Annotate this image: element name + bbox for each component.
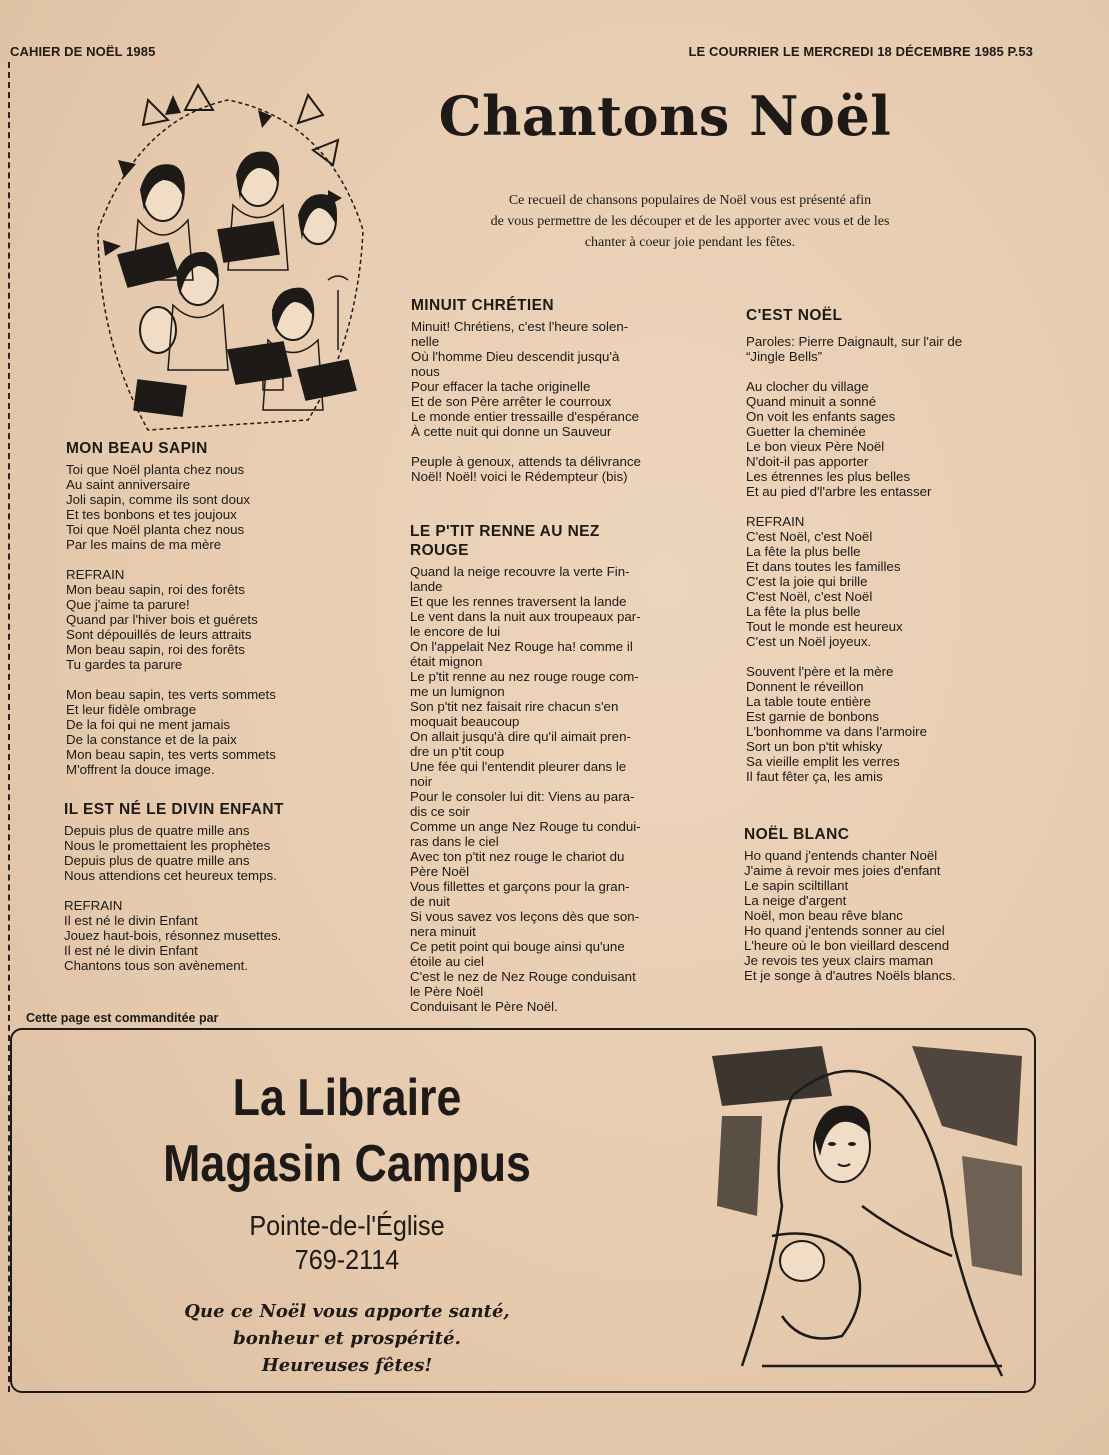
lyric-line: dis ce soir xyxy=(410,804,470,819)
lyric-line: La fête la plus belle xyxy=(746,544,861,559)
lyric-line: C'est Noël, c'est Noël xyxy=(746,589,873,604)
lyric-line: De la foi qui ne ment jamais xyxy=(66,717,231,732)
lyric-line: N'doit-il pas apporter xyxy=(746,454,869,469)
lyric-line: Guetter la cheminée xyxy=(746,424,866,439)
lyric-line: Le p'tit renne au nez rouge rouge com- xyxy=(410,669,639,684)
lyric-line: Si vous savez vos leçons dès que son- xyxy=(410,909,640,924)
lyric-line: C'est un Noël joyeux. xyxy=(746,634,872,649)
lyric-line: ras dans le ciel xyxy=(410,834,499,849)
lyric-line: Au saint anniversaire xyxy=(66,477,191,492)
lyric-line: noir xyxy=(410,774,433,789)
lyric-line: Il est né le divin Enfant xyxy=(64,943,198,958)
lyric-line: Ho quand j'entends chanter Noël xyxy=(744,848,938,863)
lyric-line: moquait beaucoup xyxy=(410,714,520,729)
lyric-line: Sort un bon p'tit whisky xyxy=(746,739,883,754)
lyric-line: Avec ton p'tit nez rouge le chariot du xyxy=(410,849,625,864)
lyric-line: Quand la neige recouvre la verte Fin- xyxy=(410,564,630,579)
lyric-line: nelle xyxy=(411,334,440,349)
song-lyrics xyxy=(746,334,962,784)
lyric-line: Noël! Noël! voici le Rédempteur (bis) xyxy=(411,469,628,484)
madonna-child-illustration xyxy=(702,1036,1032,1386)
lyric-line: Tu gardes ta parure xyxy=(66,657,183,672)
lyric-line: Et au pied d'l'arbre les entasser xyxy=(746,484,932,499)
song-divin-enfant xyxy=(64,800,284,973)
lyric-line: Noël, mon beau rêve blanc xyxy=(744,908,903,923)
song-lyrics xyxy=(64,823,284,973)
lyric-line: Le bon vieux Père Noël xyxy=(746,439,885,454)
lyric-line: Nous le promettaient les prophètes xyxy=(64,838,271,853)
song-title: NOËL BLANC xyxy=(744,826,850,843)
lyric-line: Joli sapin, comme ils sont doux xyxy=(66,492,251,507)
lyric-line: lande xyxy=(410,579,443,594)
lyric-line: Et je songe à d'autres Noëls blancs. xyxy=(744,968,956,983)
lyric-line: Depuis plus de quatre mille ans xyxy=(64,823,250,838)
lyric-line: À cette nuit qui donne un Sauveur xyxy=(411,424,612,439)
stanza-gap xyxy=(746,649,962,664)
lyric-line: Que j'aime ta parure! xyxy=(66,597,190,612)
lyric-line: me un lumignon xyxy=(410,684,505,699)
lyric-line: REFRAIN xyxy=(746,514,805,529)
lyric-line: “Jingle Bells” xyxy=(746,349,823,364)
lyric-line: dre un p'tit coup xyxy=(410,744,505,759)
lyric-line: Vous fillettes et garçons pour la gran- xyxy=(410,879,630,894)
lyric-line: Tout le monde est heureux xyxy=(746,619,903,634)
store-name-line: La Libraire xyxy=(232,1069,462,1127)
lyric-line: Conduisant le Père Noël. xyxy=(410,999,558,1014)
lyric-line: Pour effacer la tache originelle xyxy=(411,379,591,394)
lyric-line: C'est le nez de Nez Rouge conduisant xyxy=(410,969,636,984)
song-lyrics xyxy=(66,462,276,777)
song-title xyxy=(410,522,641,560)
stanza-gap xyxy=(746,364,962,379)
lyric-line: Le monde entier tressaille d'espérance xyxy=(411,409,639,424)
lyric-line: Mon beau sapin, tes verts sommets xyxy=(66,747,276,762)
lyric-line: était mignon xyxy=(410,654,483,669)
choir-illustration xyxy=(78,80,378,442)
lyric-line: Ho quand j'entends sonner au ciel xyxy=(744,923,945,938)
lyric-line: Toi que Noël planta chez nous xyxy=(66,522,245,537)
lyric-line: Est garnie de bonbons xyxy=(746,709,880,724)
song-lyrics xyxy=(744,848,956,983)
lyric-line: Il est né le divin Enfant xyxy=(64,913,198,928)
lyric-line: de nuit xyxy=(410,894,450,909)
paper-header: LE COURRIER LE MERCREDI 18 DÉCEMBRE 1985 P.53 xyxy=(688,44,1033,59)
lyric-line: Mon beau sapin, tes verts sommets xyxy=(66,687,276,702)
lyric-line: On voit les enfants sages xyxy=(746,409,896,424)
lyric-line: On allait jusqu'à dire qu'il aimait pren- xyxy=(410,729,631,744)
lyric-line: Nous attendions cet heureux temps. xyxy=(64,868,277,883)
lyric-line: Les étrennes les plus belles xyxy=(746,469,911,484)
lyric-line: Il faut fêter ça, les amis xyxy=(746,769,883,784)
lyric-line: le encore de lui xyxy=(410,624,501,639)
store-location: Pointe-de-l'Église xyxy=(249,1210,445,1241)
lyric-line: Peuple à genoux, attends ta délivrance xyxy=(411,454,641,469)
lyric-line: Quand minuit a sonné xyxy=(746,394,877,409)
lyric-line: Et dans toutes les familles xyxy=(746,559,901,574)
stanza-gap xyxy=(66,672,276,687)
song-mon-beau-sapin xyxy=(66,439,276,777)
lyric-line: Le sapin sciltillant xyxy=(744,878,849,893)
stanza-gap xyxy=(64,883,284,898)
lyric-line: C'est Noël, c'est Noël xyxy=(746,529,873,544)
lyric-line: Son p'tit nez faisait rire chacun s'en xyxy=(410,699,619,714)
lyric-line: REFRAIN xyxy=(64,898,123,913)
lyric-line: Et de son Père arrêter le courroux xyxy=(411,394,612,409)
intro-line: chanter à coeur joie pendant les fêtes. xyxy=(584,235,796,250)
lyric-line: On l'appelait Nez Rouge ha! comme il xyxy=(410,639,633,654)
lyric-line: C'est la joie qui brille xyxy=(746,574,868,589)
lyric-line: Quand par l'hiver bois et guérets xyxy=(66,612,258,627)
lyric-line: nera minuit xyxy=(410,924,476,939)
lyric-line: Au clocher du village xyxy=(746,379,869,394)
song-title-line: ROUGE xyxy=(410,542,469,559)
lyric-line: Toi que Noël planta chez nous xyxy=(66,462,245,477)
song-title: C'EST NOËL xyxy=(746,307,843,324)
lyric-line: Pour le consoler lui dit: Viens au para- xyxy=(410,789,635,804)
lyric-line: Mon beau sapin, roi des forêts xyxy=(66,582,245,597)
song-title: MINUIT CHRÉTIEN xyxy=(411,297,554,314)
song-ptit-renne xyxy=(410,522,641,1014)
store-phone: 769-2114 xyxy=(294,1244,400,1275)
lyric-line: Sa vieille emplit les verres xyxy=(746,754,900,769)
lyric-line: Sont dépouillés de leurs attraits xyxy=(66,627,252,642)
lyric-line: Ce petit point qui bouge ainsi qu'une xyxy=(410,939,625,954)
greeting-line: Heureuses fêtes! xyxy=(261,1355,433,1376)
lyric-line: Chantons tous son avènement. xyxy=(64,958,249,973)
lyric-line: Et tes bonbons et tes joujoux xyxy=(66,507,237,522)
greeting-line: Que ce Noël vous apporte santé, xyxy=(184,1301,510,1322)
lyric-line: M'offrent la douce image. xyxy=(66,762,215,777)
lyric-line: Une fée qui l'entendit pleurer dans le xyxy=(410,759,627,774)
intro-line: de vous permettre de les découper et de les apporter avec vous et de les xyxy=(490,214,890,229)
store-name-line: Magasin Campus xyxy=(163,1135,531,1193)
song-minuit-chretien xyxy=(411,296,641,484)
song-title: MON BEAU SAPIN xyxy=(66,440,208,457)
lyric-line: Le vent dans la nuit aux troupeaux par- xyxy=(410,609,641,624)
lyric-line: La fête la plus belle xyxy=(746,604,861,619)
lyric-line: Mon beau sapin, roi des forêts xyxy=(66,642,245,657)
sponsor-ad xyxy=(10,1028,1036,1393)
song-lyrics xyxy=(411,319,641,484)
stanza-gap xyxy=(746,499,962,514)
song-title-line: LE P'TIT RENNE AU NEZ xyxy=(410,523,600,540)
greeting-line: bonheur et prospérité. xyxy=(233,1328,461,1349)
lyric-line: La neige d'argent xyxy=(744,893,847,908)
lyric-line: Jouez haut-bois, résonnez musettes. xyxy=(64,928,282,943)
lyric-line: étoile au ciel xyxy=(410,954,484,969)
lyric-line: REFRAIN xyxy=(66,567,125,582)
lyric-line: L'heure où le bon vieillard descend xyxy=(744,938,950,953)
lyric-line: Depuis plus de quatre mille ans xyxy=(64,853,250,868)
lyric-line: De la constance et de la paix xyxy=(66,732,237,747)
lyric-line: Minuit! Chrétiens, c'est l'heure solen- xyxy=(411,319,629,334)
lyric-line: J'aime à revoir mes joies d'enfant xyxy=(744,863,941,878)
song-lyrics xyxy=(410,564,641,1014)
lyric-line: Où l'homme Dieu descendit jusqu'à xyxy=(411,349,620,364)
lyric-line: Je revois tes yeux clairs maman xyxy=(744,953,934,968)
lyric-line: La table toute entière xyxy=(746,694,871,709)
lyric-line: Souvent l'père et la mère xyxy=(746,664,894,679)
song-noel-blanc xyxy=(744,825,956,983)
lyric-line: Et que les rennes traversent la lande xyxy=(410,594,627,609)
section-header: CAHIER DE NOËL 1985 xyxy=(10,44,156,59)
lyric-line: L'bonhomme va dans l'armoire xyxy=(746,724,927,739)
lyric-line: nous xyxy=(411,364,440,379)
intro-text xyxy=(440,190,940,253)
song-cest-noel xyxy=(746,306,962,784)
lyric-line: Donnent le réveillon xyxy=(746,679,864,694)
stanza-gap xyxy=(66,552,276,567)
intro-line: Ce recueil de chansons populaires de Noël vous est présenté afin xyxy=(508,193,872,208)
sponsor-label: Cette page est commanditée par xyxy=(26,1011,219,1025)
lyric-line: Père Noël xyxy=(410,864,470,879)
stanza-gap xyxy=(411,439,641,454)
page-title: Chantons Noël xyxy=(438,84,892,148)
song-title: IL EST NÉ LE DIVIN ENFANT xyxy=(64,801,284,818)
lyric-line: le Père Noël xyxy=(410,984,484,999)
lyric-line: Et leur fidèle ombrage xyxy=(66,702,197,717)
lyric-line: Par les mains de ma mère xyxy=(66,537,222,552)
lyric-line: Comme un ange Nez Rouge tu condui- xyxy=(410,819,641,834)
lyric-line: Paroles: Pierre Daignault, sur l'air de xyxy=(746,334,963,349)
